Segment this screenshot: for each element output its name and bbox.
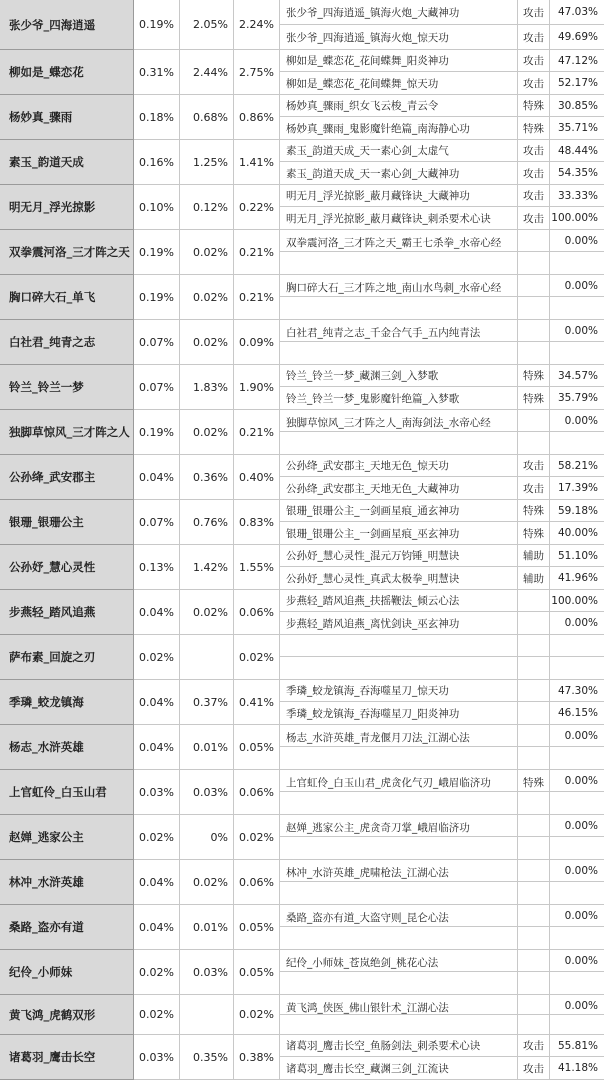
- rate-cell-2: 0%: [180, 815, 234, 860]
- skill-type-cell: [518, 882, 550, 905]
- skill-type-cell: 特殊: [518, 95, 550, 117]
- rate-cell-2: 0.76%: [180, 500, 234, 545]
- skill-share-cell: [550, 927, 604, 950]
- skill-combo-cell: [280, 342, 518, 365]
- skill-share-cell: [550, 432, 604, 455]
- hero-name-cell: 明无月_浮光掠影: [0, 185, 134, 230]
- skill-share-cell: 33.33%: [550, 185, 604, 207]
- skill-type-cell: 攻击: [518, 207, 550, 230]
- skill-combo-cell: [280, 927, 518, 950]
- skill-type-cell: 特殊: [518, 522, 550, 545]
- rate-cell-1: 0.16%: [134, 140, 180, 185]
- skill-type-cell: 攻击: [518, 1057, 550, 1080]
- skill-share-cell: 0.00%: [550, 275, 604, 297]
- skill-share-cell: 35.71%: [550, 117, 604, 140]
- skill-combo-cell: 明无月_浮光掠影_蔽月藏锋诀_刺杀要术心诀: [280, 207, 518, 230]
- skill-type-cell: 攻击: [518, 50, 550, 72]
- hero-name-cell: 季璘_蛟龙镇海: [0, 680, 134, 725]
- skill-share-cell: 54.35%: [550, 162, 604, 185]
- hero-name-cell: 独脚草惊风_三才阵之人: [0, 410, 134, 455]
- skill-share-cell: 35.79%: [550, 387, 604, 410]
- rate-total-cell: 0.21%: [234, 275, 280, 320]
- skill-combo-cell: 步燕轻_踏风追燕_离忧剑诀_巫玄神功: [280, 612, 518, 635]
- skill-type-cell: [518, 792, 550, 815]
- hero-name-cell: 步燕轻_踏风追燕: [0, 590, 134, 635]
- skill-combo-cell: [280, 297, 518, 320]
- skill-combo-cell: [280, 432, 518, 455]
- skill-share-cell: 0.00%: [550, 995, 604, 1015]
- rate-cell-2: 0.68%: [180, 95, 234, 140]
- rate-cell-1: 0.07%: [134, 500, 180, 545]
- rate-cell-1: 0.02%: [134, 635, 180, 680]
- hero-name-cell: 素玉_韵道天成: [0, 140, 134, 185]
- skill-share-cell: [550, 635, 604, 657]
- rate-cell-2: 2.05%: [180, 0, 234, 50]
- skill-share-cell: [550, 657, 604, 680]
- rate-cell-2: 0.02%: [180, 320, 234, 365]
- skill-combo-cell: [280, 837, 518, 860]
- skill-combo-cell: [280, 635, 518, 657]
- rate-total-cell: 0.02%: [234, 995, 280, 1035]
- skill-share-cell: 0.00%: [550, 725, 604, 747]
- skill-combo-cell: 白社君_纯青之志_千金合气手_五内纯青法: [280, 320, 518, 342]
- skill-combo-cell: 公孙绛_武安郡主_天地无色_惊天功: [280, 455, 518, 477]
- hero-name-cell: 赵婵_逃家公主: [0, 815, 134, 860]
- skill-combo-cell: 季璘_蛟龙镇海_吞海噬星刀_惊天功: [280, 680, 518, 702]
- skill-type-cell: [518, 612, 550, 635]
- hero-name-cell: 萨布素_回旋之刃: [0, 635, 134, 680]
- skill-type-cell: [518, 635, 550, 657]
- rate-cell-1: 0.07%: [134, 365, 180, 410]
- skill-type-cell: [518, 950, 550, 972]
- skill-share-cell: 0.00%: [550, 230, 604, 252]
- skill-share-cell: [550, 252, 604, 275]
- rate-cell-1: 0.19%: [134, 410, 180, 455]
- skill-share-cell: 0.00%: [550, 860, 604, 882]
- skill-combo-cell: 胸口碎大石_三才阵之地_南山水鸟刺_水帝心经: [280, 275, 518, 297]
- rate-total-cell: 0.22%: [234, 185, 280, 230]
- rate-cell-1: 0.04%: [134, 455, 180, 500]
- rate-cell-2: 0.01%: [180, 725, 234, 770]
- skill-combo-cell: 柳如是_蝶恋花_花间蝶舞_阳炎神功: [280, 50, 518, 72]
- skill-type-cell: [518, 860, 550, 882]
- skill-share-cell: 58.21%: [550, 455, 604, 477]
- skill-type-cell: 辅助: [518, 567, 550, 590]
- hero-name-cell: 杨志_水浒英雄: [0, 725, 134, 770]
- rate-total-cell: 1.41%: [234, 140, 280, 185]
- skill-type-cell: [518, 747, 550, 770]
- skill-combo-cell: 张少爷_四海逍遥_镇海火炮_大藏神功: [280, 0, 518, 25]
- skill-combo-cell: 公孙妤_慧心灵性_混元万钧锤_明慧诀: [280, 545, 518, 567]
- skill-combo-cell: 杨妙真_骤雨_织女飞云梭_青云令: [280, 95, 518, 117]
- skill-share-cell: [550, 792, 604, 815]
- rate-cell-2: 0.36%: [180, 455, 234, 500]
- rate-cell-2: 0.01%: [180, 905, 234, 950]
- skill-type-cell: 攻击: [518, 25, 550, 50]
- skill-share-cell: [550, 1015, 604, 1035]
- skill-share-cell: 41.96%: [550, 567, 604, 590]
- rate-total-cell: 0.05%: [234, 905, 280, 950]
- skill-type-cell: 特殊: [518, 387, 550, 410]
- skill-type-cell: 攻击: [518, 455, 550, 477]
- skill-type-cell: [518, 297, 550, 320]
- rate-cell-1: 0.04%: [134, 590, 180, 635]
- hero-name-cell: 林冲_水浒英雄: [0, 860, 134, 905]
- skill-combo-cell: 黄飞鸿_侠医_佛山银针术_江湖心法: [280, 995, 518, 1015]
- skill-share-cell: 17.39%: [550, 477, 604, 500]
- rate-total-cell: 0.40%: [234, 455, 280, 500]
- rate-cell-1: 0.03%: [134, 1035, 180, 1080]
- skill-combo-cell: 素玉_韵道天成_天一素心剑_大藏神功: [280, 162, 518, 185]
- skill-combo-cell: 柳如是_蝶恋花_花间蝶舞_惊天功: [280, 72, 518, 95]
- skill-combo-cell: 赵婵_逃家公主_虎贪奇刀掌_峨眉临济功: [280, 815, 518, 837]
- rate-total-cell: 0.83%: [234, 500, 280, 545]
- skill-combo-cell: 诸葛羽_鹰击长空_鱼肠剑法_刺杀要术心诀: [280, 1035, 518, 1057]
- rate-cell-2: [180, 995, 234, 1035]
- skill-type-cell: [518, 590, 550, 612]
- skill-combo-cell: 独脚草惊风_三才阵之人_南海剑法_水帝心经: [280, 410, 518, 432]
- rate-cell-1: 0.02%: [134, 995, 180, 1035]
- rate-cell-1: 0.19%: [134, 275, 180, 320]
- rate-total-cell: 0.05%: [234, 725, 280, 770]
- skill-share-cell: 51.10%: [550, 545, 604, 567]
- skill-share-cell: 47.30%: [550, 680, 604, 702]
- skill-type-cell: 攻击: [518, 185, 550, 207]
- rate-cell-1: 0.02%: [134, 950, 180, 995]
- skill-share-cell: 0.00%: [550, 410, 604, 432]
- skill-type-cell: [518, 680, 550, 702]
- rate-cell-1: 0.03%: [134, 770, 180, 815]
- rate-cell-2: 0.12%: [180, 185, 234, 230]
- skill-share-cell: 0.00%: [550, 815, 604, 837]
- skill-type-cell: [518, 657, 550, 680]
- rate-cell-2: 0.03%: [180, 950, 234, 995]
- skill-type-cell: [518, 837, 550, 860]
- skill-share-cell: 47.03%: [550, 0, 604, 25]
- rate-cell-2: [180, 635, 234, 680]
- skill-type-cell: [518, 230, 550, 252]
- rate-total-cell: 0.02%: [234, 635, 280, 680]
- rate-total-cell: 0.06%: [234, 590, 280, 635]
- skill-combo-cell: 铃兰_铃兰一梦_藏渊三剑_入梦歌: [280, 365, 518, 387]
- skill-share-cell: [550, 297, 604, 320]
- skill-type-cell: 攻击: [518, 72, 550, 95]
- rate-cell-1: 0.04%: [134, 905, 180, 950]
- skill-share-cell: [550, 342, 604, 365]
- rate-total-cell: 0.06%: [234, 860, 280, 905]
- skill-share-cell: 48.44%: [550, 140, 604, 162]
- skill-combo-cell: 步燕轻_踏风追燕_扶摇鞭法_倾云心法: [280, 590, 518, 612]
- skill-type-cell: [518, 320, 550, 342]
- rate-total-cell: 0.38%: [234, 1035, 280, 1080]
- skill-combo-cell: 铃兰_铃兰一梦_鬼影魔针绝篇_入梦歌: [280, 387, 518, 410]
- hero-name-cell: 黄飞鸿_虎鹤双形: [0, 995, 134, 1035]
- skill-share-cell: 100.00%: [550, 590, 604, 612]
- skill-share-cell: 46.15%: [550, 702, 604, 725]
- skill-combo-cell: 上官虹伶_白玉山君_虎贪化气刃_峨眉临济功: [280, 770, 518, 792]
- skill-combo-cell: 明无月_浮光掠影_蔽月藏锋诀_大藏神功: [280, 185, 518, 207]
- skill-combo-cell: [280, 1015, 518, 1035]
- skill-type-cell: [518, 905, 550, 927]
- rate-cell-1: 0.18%: [134, 95, 180, 140]
- skill-type-cell: 攻击: [518, 477, 550, 500]
- skill-combo-cell: 林冲_水浒英雄_虎啸枪法_江湖心法: [280, 860, 518, 882]
- hero-name-cell: 双拳震河洛_三才阵之天: [0, 230, 134, 275]
- skill-type-cell: [518, 927, 550, 950]
- skill-share-cell: 52.17%: [550, 72, 604, 95]
- skill-combo-cell: [280, 747, 518, 770]
- skill-type-cell: 攻击: [518, 1035, 550, 1057]
- skill-type-cell: [518, 725, 550, 747]
- skill-type-cell: 特殊: [518, 365, 550, 387]
- skill-combo-cell: 公孙妤_慧心灵性_真武太极拳_明慧诀: [280, 567, 518, 590]
- skill-share-cell: 40.00%: [550, 522, 604, 545]
- rate-cell-1: 0.19%: [134, 230, 180, 275]
- skill-share-cell: 55.81%: [550, 1035, 604, 1057]
- skill-type-cell: 特殊: [518, 500, 550, 522]
- skill-combo-cell: 杨志_水浒英雄_青龙偃月刀法_江湖心法: [280, 725, 518, 747]
- skill-share-cell: [550, 972, 604, 995]
- hero-name-cell: 张少爷_四海逍遥: [0, 0, 134, 50]
- rate-cell-2: 0.35%: [180, 1035, 234, 1080]
- rate-total-cell: 0.09%: [234, 320, 280, 365]
- hero-name-cell: 银珊_银珊公主: [0, 500, 134, 545]
- skill-combo-cell: 张少爷_四海逍遥_镇海火炮_惊天功: [280, 25, 518, 50]
- rate-total-cell: 0.41%: [234, 680, 280, 725]
- hero-name-cell: 公孙绛_武安郡主: [0, 455, 134, 500]
- hero-name-cell: 公孙妤_慧心灵性: [0, 545, 134, 590]
- skill-type-cell: [518, 342, 550, 365]
- skill-combo-cell: [280, 882, 518, 905]
- hero-name-cell: 胸口碎大石_单飞: [0, 275, 134, 320]
- skill-share-cell: [550, 837, 604, 860]
- skill-share-cell: 0.00%: [550, 612, 604, 635]
- skill-type-cell: 特殊: [518, 117, 550, 140]
- skill-combo-cell: 纪伶_小师妹_苍岚绝剑_桃花心法: [280, 950, 518, 972]
- rate-cell-2: 0.02%: [180, 860, 234, 905]
- skill-share-cell: 30.85%: [550, 95, 604, 117]
- rate-cell-1: 0.19%: [134, 0, 180, 50]
- hero-name-cell: 柳如是_蝶恋花: [0, 50, 134, 95]
- skill-share-cell: 41.18%: [550, 1057, 604, 1080]
- rate-cell-1: 0.10%: [134, 185, 180, 230]
- skill-type-cell: [518, 1015, 550, 1035]
- hero-name-cell: 上官虹伶_白玉山君: [0, 770, 134, 815]
- skill-share-cell: 0.00%: [550, 770, 604, 792]
- skill-combo-cell: [280, 657, 518, 680]
- skill-type-cell: [518, 702, 550, 725]
- skill-share-cell: 0.00%: [550, 320, 604, 342]
- rate-cell-2: 0.03%: [180, 770, 234, 815]
- skill-type-cell: [518, 815, 550, 837]
- rate-cell-1: 0.02%: [134, 815, 180, 860]
- skill-combo-cell: 银珊_银珊公主_一剑画星痕_巫玄神功: [280, 522, 518, 545]
- rate-cell-2: 1.25%: [180, 140, 234, 185]
- skill-share-cell: 49.69%: [550, 25, 604, 50]
- skill-type-cell: [518, 410, 550, 432]
- skill-type-cell: [518, 432, 550, 455]
- rate-cell-2: 0.02%: [180, 590, 234, 635]
- rate-cell-1: 0.07%: [134, 320, 180, 365]
- rate-total-cell: 1.55%: [234, 545, 280, 590]
- rate-cell-2: 0.02%: [180, 275, 234, 320]
- skill-share-cell: 0.00%: [550, 950, 604, 972]
- rate-cell-2: 2.44%: [180, 50, 234, 95]
- skill-type-cell: [518, 995, 550, 1015]
- rate-total-cell: 0.21%: [234, 410, 280, 455]
- rate-total-cell: 0.21%: [234, 230, 280, 275]
- skill-combo-cell: [280, 792, 518, 815]
- rate-cell-2: 0.02%: [180, 410, 234, 455]
- rate-total-cell: 0.02%: [234, 815, 280, 860]
- hero-name-cell: 杨妙真_骤雨: [0, 95, 134, 140]
- skill-type-cell: 攻击: [518, 140, 550, 162]
- skill-share-cell: 59.18%: [550, 500, 604, 522]
- skill-combo-cell: 双拳震河洛_三才阵之天_霸王七杀拳_水帝心经: [280, 230, 518, 252]
- hero-name-cell: 纪伶_小师妹: [0, 950, 134, 995]
- skill-type-cell: 特殊: [518, 770, 550, 792]
- skill-type-cell: 辅助: [518, 545, 550, 567]
- skill-combo-cell: 杨妙真_骤雨_鬼影魔针绝篇_南海静心功: [280, 117, 518, 140]
- rate-cell-1: 0.04%: [134, 860, 180, 905]
- rate-total-cell: 2.75%: [234, 50, 280, 95]
- skill-type-cell: [518, 275, 550, 297]
- hero-name-cell: 桑路_盗亦有道: [0, 905, 134, 950]
- rate-total-cell: 0.05%: [234, 950, 280, 995]
- rate-cell-1: 0.31%: [134, 50, 180, 95]
- rate-cell-1: 0.04%: [134, 725, 180, 770]
- rate-cell-1: 0.13%: [134, 545, 180, 590]
- rate-cell-1: 0.04%: [134, 680, 180, 725]
- skill-share-cell: [550, 747, 604, 770]
- rate-cell-2: 0.02%: [180, 230, 234, 275]
- skill-combo-cell: 公孙绛_武安郡主_天地无色_大藏神功: [280, 477, 518, 500]
- skill-combo-cell: [280, 252, 518, 275]
- skill-combo-cell: 诸葛羽_鹰击长空_藏渊三剑_江流诀: [280, 1057, 518, 1080]
- skill-share-cell: 47.12%: [550, 50, 604, 72]
- skill-share-cell: [550, 882, 604, 905]
- skill-combo-cell: 季璘_蛟龙镇海_吞海噬星刀_阳炎神功: [280, 702, 518, 725]
- rate-total-cell: 0.86%: [234, 95, 280, 140]
- skill-combo-cell: 桑路_盗亦有道_大盗守则_昆仑心法: [280, 905, 518, 927]
- skill-share-cell: 0.00%: [550, 905, 604, 927]
- skill-type-cell: 攻击: [518, 162, 550, 185]
- skill-type-cell: [518, 972, 550, 995]
- rate-cell-2: 0.37%: [180, 680, 234, 725]
- rate-total-cell: 1.90%: [234, 365, 280, 410]
- skill-combo-cell: 银珊_银珊公主_一剑画星痕_通玄神功: [280, 500, 518, 522]
- skill-combo-cell: [280, 972, 518, 995]
- skill-type-cell: [518, 252, 550, 275]
- skill-type-cell: 攻击: [518, 0, 550, 25]
- rate-cell-2: 1.83%: [180, 365, 234, 410]
- hero-name-cell: 诸葛羽_鹰击长空: [0, 1035, 134, 1080]
- rate-total-cell: 0.06%: [234, 770, 280, 815]
- rate-cell-2: 1.42%: [180, 545, 234, 590]
- skill-combo-cell: 素玉_韵道天成_天一素心剑_太虚气: [280, 140, 518, 162]
- skill-share-cell: 34.57%: [550, 365, 604, 387]
- hero-name-cell: 白社君_纯青之志: [0, 320, 134, 365]
- rate-total-cell: 2.24%: [234, 0, 280, 50]
- hero-name-cell: 铃兰_铃兰一梦: [0, 365, 134, 410]
- skill-share-cell: 100.00%: [550, 207, 604, 230]
